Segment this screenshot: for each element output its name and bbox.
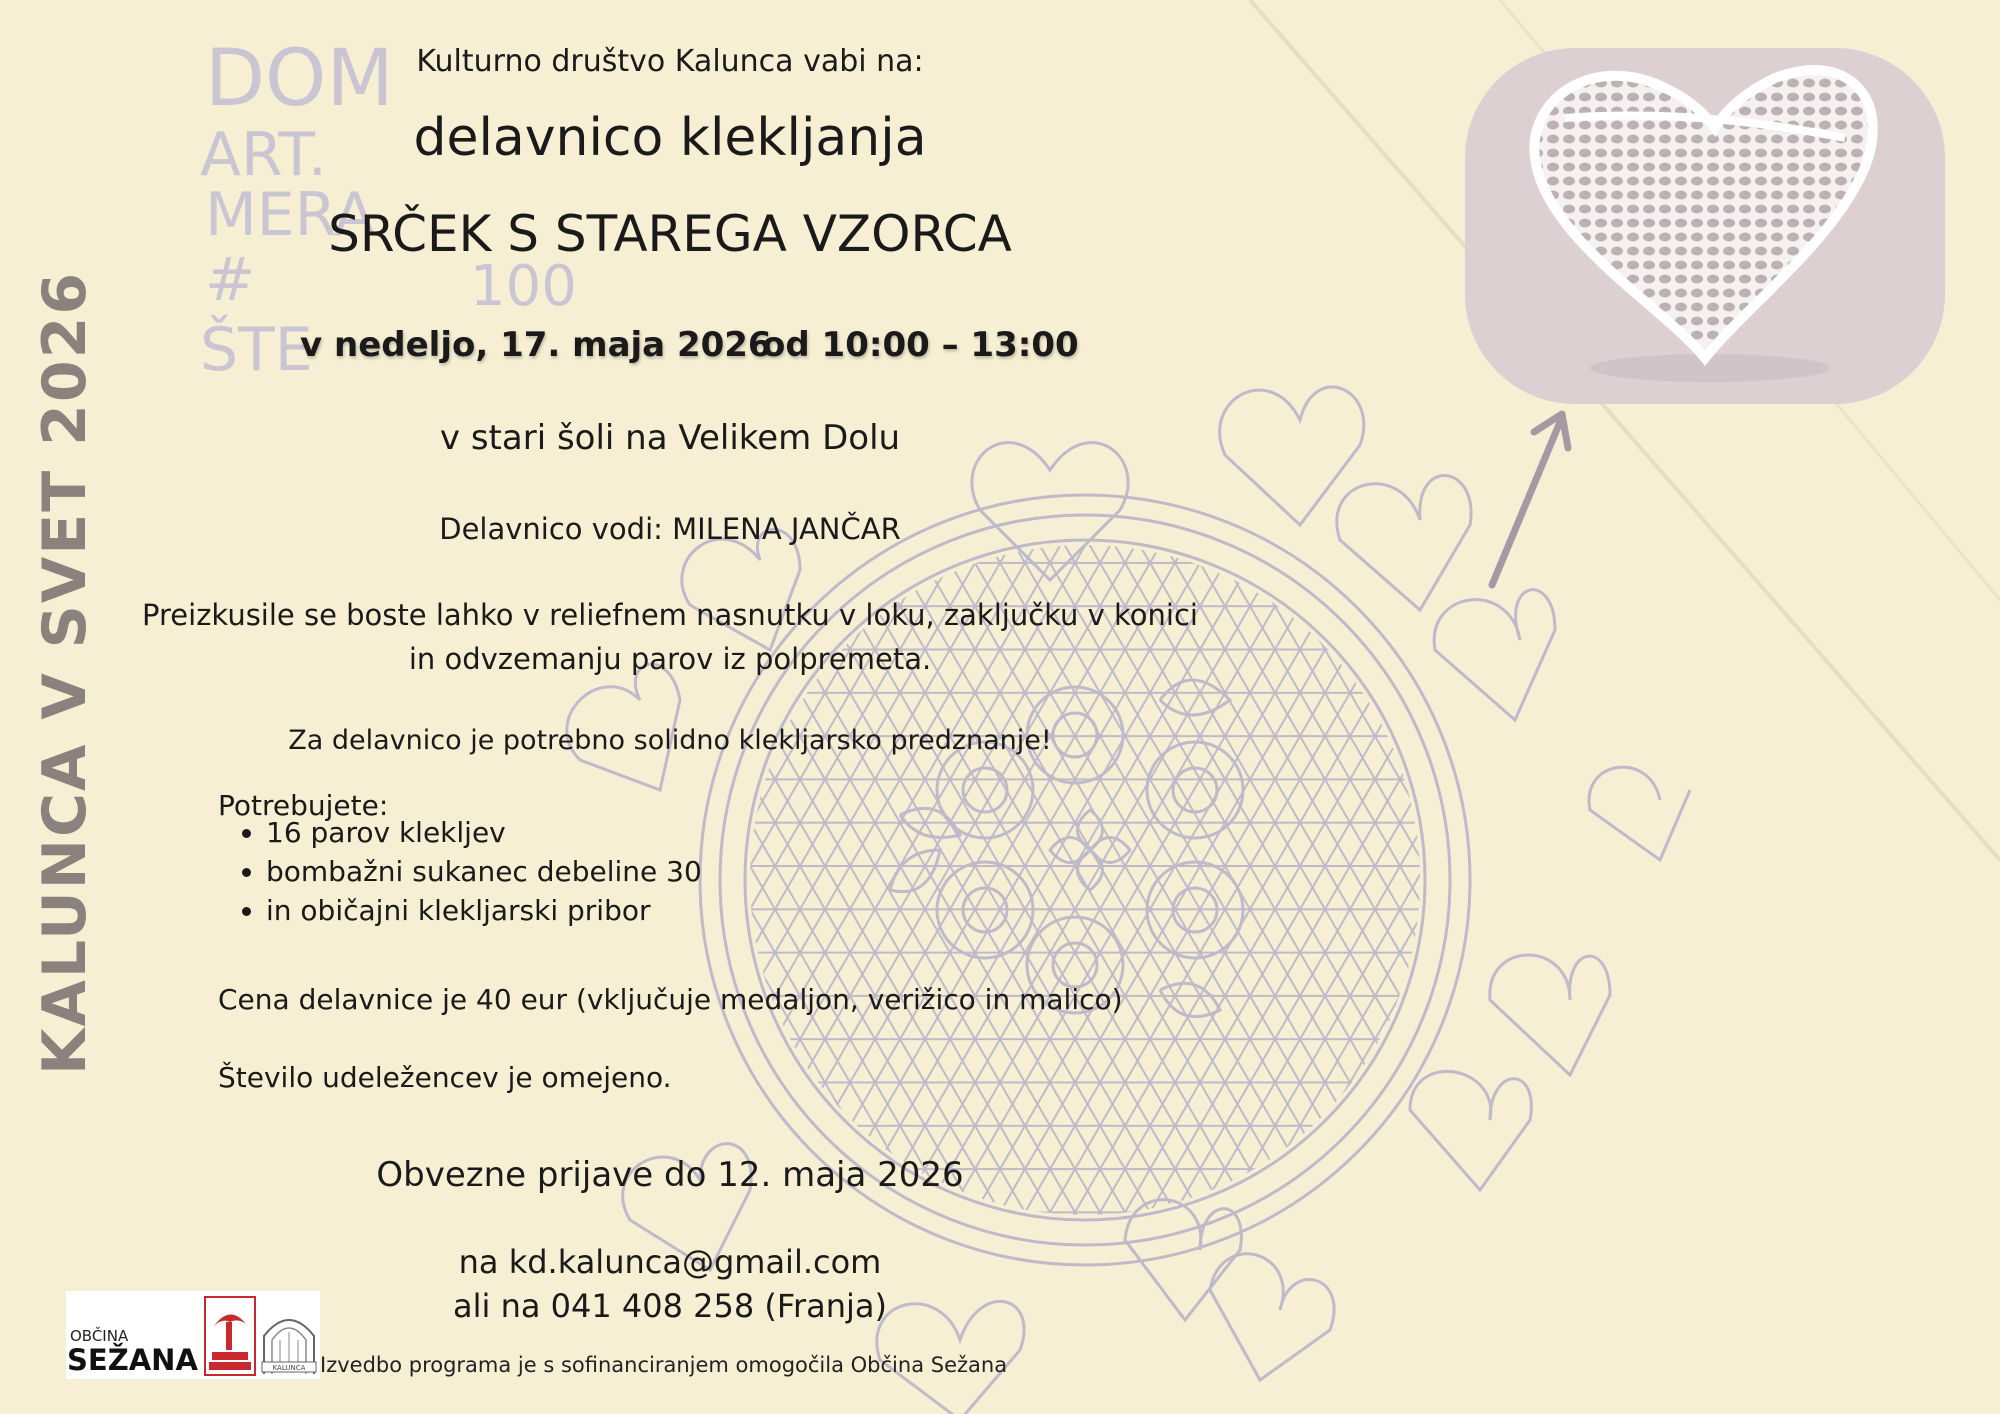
lace-heart-image [1465,48,1945,404]
event-time: od 10:00 – 13:00 [762,325,1079,365]
contact-email[interactable]: na kd.kalunca@gmail.com [458,1243,882,1281]
participants-limit: Število udeležencev je omejeno. [218,1061,672,1094]
logo-kalunca-text: KALUNCA [272,1364,306,1372]
footer-funding-note: Izvedbo programa je s sofinanciranjem omogočila Občina Sežana [320,1353,1008,1377]
arrow-icon [1480,400,1580,600]
obcina-sezana-logo [204,1296,256,1376]
bg-handwriting-dom: DOM [205,34,394,124]
bg-handwriting-ste: ŠTE [200,315,313,385]
event-date: v nedeljo, 17. maja 2026 [300,325,772,365]
needs-list [218,813,702,930]
bg-handwriting-hash: # [205,245,256,315]
side-title: KALUNCA V SVET 2026 [30,270,100,1075]
needs-label: Potrebujete: [218,789,389,822]
workshop-leader: Delavnico vodi: MILENA JANČAR [439,512,901,546]
needs-item: • bombažni sukanec debeline 30 [266,852,702,891]
event-location: v stari šoli na Velikem Dolu [439,418,901,458]
title-line1: delavnico klekljanja [413,108,927,168]
lace-heart-photo [1465,48,1945,404]
kalunca-logo [258,1304,320,1376]
contact-phone: ali na 041 408 258 (Franja) [453,1287,887,1325]
logo-obcina-big: SEŽANA [67,1343,198,1377]
price-text: Cena delavnice je 40 eur (vključuje medaljon, verižico in malico) [218,983,1123,1016]
logo-obcina-small: OBČINA [70,1327,129,1345]
workshop-description: Preizkusile se boste lahko v reliefnem nasnutku v loku, zaključku v konici in odvzemanju parov iz polpremeta. [142,598,1198,676]
title-line2: SRČEK S STAREGA VZORCA [328,205,1012,263]
invite-text: Kulturno društvo Kalunca vabi na: [416,44,924,79]
bg-handwriting-mera: MERA [205,180,375,250]
needs-item: • 16 parov klekljev [266,813,702,852]
needs-item: • in običajni klekljarski pribor [266,891,702,930]
registration-deadline: Obvezne prijave do 12. maja 2026 [376,1155,964,1195]
bg-handwriting-art: ART. [200,120,327,190]
prerequisite-note: Za delavnico je potrebno solidno klekljarsko predznanje! [288,725,1052,756]
bg-handwriting-100: 100 [470,254,577,319]
